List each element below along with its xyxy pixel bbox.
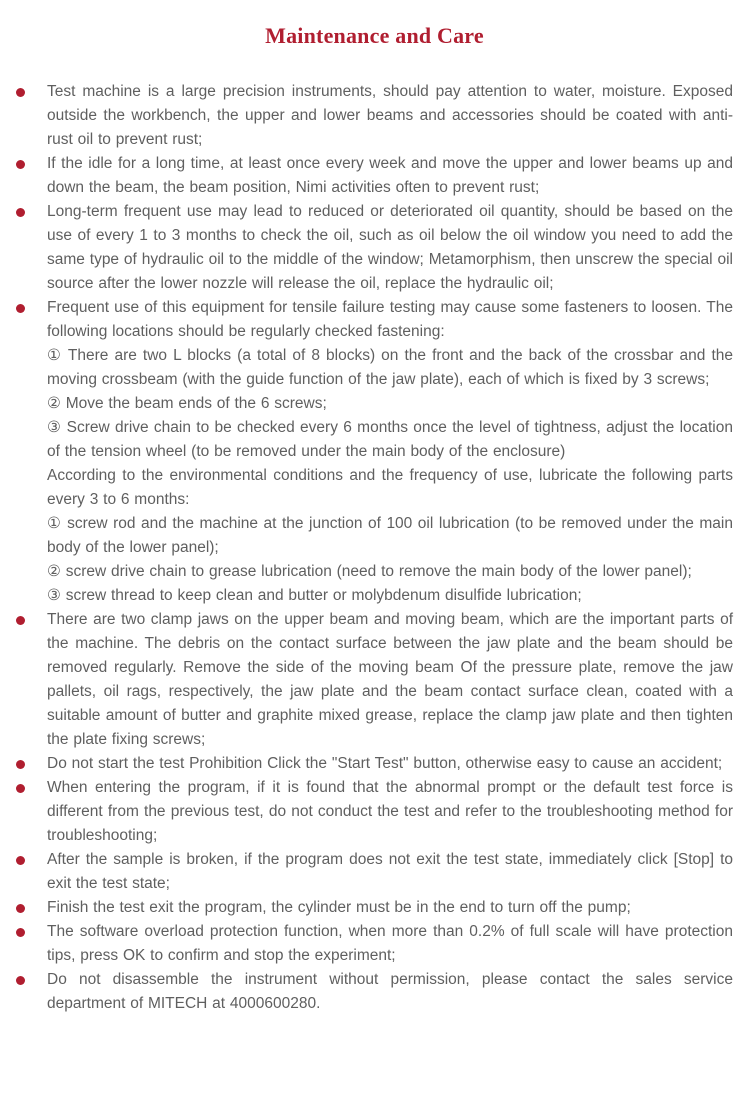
bullet-icon <box>16 304 25 313</box>
bullet-icon <box>16 760 25 769</box>
bullet-paragraph: The software overload protection function, when more than 0.2% of full scale will have protection tips, press OK to confirm and stop the experiment; <box>47 923 733 964</box>
bullet-paragraph: ① There are two L blocks (a total of 8 blocks) on the front and the back of the crossbar and the moving crossbeam (with the guide function of the jaw plate), each of which is fixed by 3 screws; <box>47 347 733 388</box>
list-item <box>16 152 733 200</box>
bullet-icon <box>16 160 25 169</box>
bullet-icon <box>16 208 25 217</box>
bullet-paragraph: ② Move the beam ends of the 6 screws; <box>47 395 327 412</box>
bullet-icon <box>16 904 25 913</box>
bullet-content <box>47 200 733 296</box>
list-item <box>16 752 733 776</box>
bullet-content <box>47 80 733 152</box>
bullet-paragraph: If the idle for a long time, at least once every week and move the upper and lower beams up and down the beam, the beam position, Nimi activities often to prevent rust; <box>47 155 733 196</box>
list-item <box>16 200 733 296</box>
bullet-paragraph: There are two clamp jaws on the upper beam and moving beam, which are the important parts of the machine. The debris on the contact surface between the jaw plate and the beam should be removed regularly. Remove the side of the moving beam Of the pressure plate, remove the jaw pallets, oil rags, respectively, the jaw plate and the beam contact surface clean, coated with a suitable amount of butter and graphite mixed grease, replace the clamp jaw plate and then tighten the plate fixing screws; <box>47 611 733 748</box>
list-item <box>16 80 733 152</box>
list-item <box>16 896 733 920</box>
bullet-paragraph: ② screw drive chain to grease lubrication (need to remove the main body of the lower panel); <box>47 563 692 580</box>
list-item <box>16 968 733 1016</box>
list-item <box>16 608 733 752</box>
bullet-paragraph: Test machine is a large precision instruments, should pay attention to water, moisture. Exposed outside the workbench, the upper and lower beams and accessories should be coated with anti-rust oil to prevent rust; <box>47 83 733 148</box>
bullet-icon <box>16 976 25 985</box>
bullet-icon <box>16 616 25 625</box>
bullet-paragraph: Do not start the test Prohibition Click the "Start Test" button, otherwise easy to cause an accident; <box>47 755 723 772</box>
bullet-content <box>47 776 733 848</box>
bullet-content <box>47 896 733 920</box>
list-item <box>16 920 733 968</box>
bullet-content <box>47 296 733 608</box>
bullet-paragraph: Frequent use of this equipment for tensile failure testing may cause some fasteners to loosen. The following locations should be regularly checked fastening: <box>47 299 733 340</box>
bullet-content <box>47 608 733 752</box>
bullet-paragraph: ③ screw thread to keep clean and butter or molybdenum disulfide lubrication; <box>47 587 582 604</box>
bullet-icon <box>16 856 25 865</box>
bullet-icon <box>16 928 25 937</box>
bullet-paragraph: When entering the program, if it is found that the abnormal prompt or the default test force is different from the previous test, do not conduct the test and refer to the troubleshooting method for troubleshooting; <box>47 779 733 844</box>
bullet-content <box>47 752 733 776</box>
list-item <box>16 776 733 848</box>
bullet-content <box>47 920 733 968</box>
list-item <box>16 296 733 608</box>
bullet-paragraph: Finish the test exit the program, the cylinder must be in the end to turn off the pump; <box>47 899 631 916</box>
bullet-paragraph: Do not disassemble the instrument without permission, please contact the sales service department of MITECH at 4000600280. <box>47 971 733 1012</box>
bullet-paragraph: After the sample is broken, if the program does not exit the test state, immediately click [Stop] to exit the test state; <box>47 851 733 892</box>
bullet-content <box>47 152 733 200</box>
bullet-paragraph: ③ Screw drive chain to be checked every 6 months once the level of tightness, adjust the location of the tension wheel (to be removed under the main body of the enclosure) <box>47 419 733 460</box>
list-item <box>16 848 733 896</box>
bullet-list <box>16 80 733 1016</box>
bullet-paragraph: ① screw rod and the machine at the junction of 100 oil lubrication (to be removed under the main body of the lower panel); <box>47 515 733 556</box>
bullet-icon <box>16 88 25 97</box>
bullet-content <box>47 848 733 896</box>
bullet-paragraph: According to the environmental conditions and the frequency of use, lubricate the following parts every 3 to 6 months: <box>47 467 733 508</box>
page-title: Maintenance and Care <box>265 23 484 48</box>
bullet-content <box>47 968 733 1016</box>
bullet-icon <box>16 784 25 793</box>
bullet-paragraph: Long-term frequent use may lead to reduced or deteriorated oil quantity, should be based on the use of every 1 to 3 months to check the oil, such as oil below the oil window you need to add the same type of hydraulic oil to the middle of the window; Metamorphism, then unscrew the special oil source after the lower nozzle will release the oil, replace the hydraulic oil; <box>47 203 733 292</box>
